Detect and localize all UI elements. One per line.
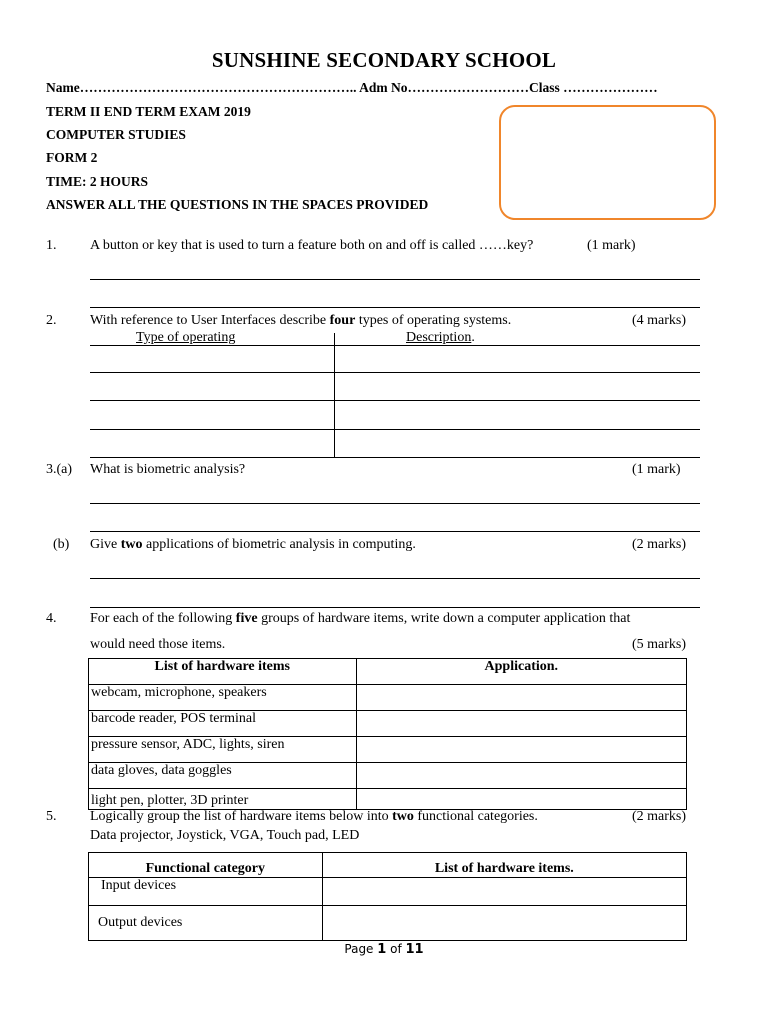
q5-category-table xyxy=(88,852,687,941)
table-row-category: Input devices xyxy=(89,878,323,906)
q2-answer-line[interactable] xyxy=(90,400,700,401)
table-row-category: Output devices xyxy=(89,906,323,941)
q3b-answer-line[interactable] xyxy=(90,578,700,579)
q3b-marks: (2 marks) xyxy=(632,537,687,552)
name-adm-class-line: Name…………………………………………………….. Adm No………………………Class ………………… xyxy=(46,80,658,95)
application-cell[interactable] xyxy=(356,737,686,763)
table-row-hardware: light pen, plotter, 3D printer xyxy=(89,789,357,810)
q4-text: For each of the following five groups of hardware items, write down a computer application that xyxy=(90,611,631,626)
q4-hardware-table xyxy=(88,658,687,810)
page-footer: Page 1 of 11 xyxy=(344,942,424,957)
school-title: SUNSHINE SECONDARY SCHOOL xyxy=(211,48,557,72)
q4-col-application: Application. xyxy=(356,659,686,685)
q2-number: 2. xyxy=(46,313,57,328)
q2-col-type: Type of operating xyxy=(136,330,236,345)
table-row-hardware: pressure sensor, ADC, lights, siren xyxy=(89,737,357,763)
exam-title: TERM II END TERM EXAM 2019 xyxy=(46,104,251,119)
q2-column-divider xyxy=(334,333,335,457)
q1-number: 1. xyxy=(46,238,57,253)
q2-answer-line[interactable] xyxy=(90,429,700,430)
q5-text: Logically group the list of hardware items below into two functional categories. xyxy=(90,809,538,824)
q5-items-list: Data projector, Joystick, VGA, Touch pad, LED xyxy=(90,828,360,843)
q2-table-line xyxy=(90,345,700,346)
q3a-text: What is biometric analysis? xyxy=(90,462,246,477)
application-cell[interactable] xyxy=(356,711,686,737)
q2-marks: (4 marks) xyxy=(632,313,687,328)
q5-number: 5. xyxy=(46,809,57,824)
application-cell[interactable] xyxy=(356,789,686,810)
q2-answer-line[interactable] xyxy=(90,457,700,458)
q3b-text: Give two applications of biometric analysis in computing. xyxy=(90,537,416,552)
q4-marks: (5 marks) xyxy=(632,637,687,652)
q4-text-line2: would need those items. xyxy=(90,637,226,652)
q2-text: With reference to User Interfaces describe four types of operating systems. xyxy=(90,313,512,328)
items-cell[interactable] xyxy=(322,878,686,906)
q1-answer-line[interactable] xyxy=(90,307,700,308)
q3a-answer-line[interactable] xyxy=(90,503,700,504)
table-row-hardware: data gloves, data goggles xyxy=(89,763,357,789)
q5-col-category: Functional category xyxy=(89,853,323,878)
q4-number: 4. xyxy=(46,611,57,626)
q2-col-description: Description. xyxy=(406,330,475,345)
q3a-number: 3.(a) xyxy=(46,462,73,477)
q3b-number: (b) xyxy=(53,537,70,552)
q1-marks: (1 mark) xyxy=(587,238,636,253)
q1-text: A button or key that is used to turn a feature both on and off is called ……key? xyxy=(90,238,534,253)
table-row-hardware: webcam, microphone, speakers xyxy=(89,685,357,711)
q5-col-items: List of hardware items. xyxy=(322,853,686,878)
q4-col-hardware: List of hardware items xyxy=(89,659,357,685)
time-label: TIME: 2 HOURS xyxy=(46,174,149,189)
q3b-answer-line[interactable] xyxy=(90,607,700,608)
q2-answer-line[interactable] xyxy=(90,372,700,373)
q3a-answer-line[interactable] xyxy=(90,531,700,532)
q1-answer-line[interactable] xyxy=(90,279,700,280)
application-cell[interactable] xyxy=(356,763,686,789)
form-label: FORM 2 xyxy=(46,150,98,165)
q3a-marks: (1 mark) xyxy=(632,462,681,477)
instruction-label: ANSWER ALL THE QUESTIONS IN THE SPACES PROVIDED xyxy=(46,197,429,212)
application-cell[interactable] xyxy=(356,685,686,711)
q5-marks: (2 marks) xyxy=(632,809,687,824)
table-row-hardware: barcode reader, POS terminal xyxy=(89,711,357,737)
items-cell[interactable] xyxy=(322,906,686,941)
subject-title: COMPUTER STUDIES xyxy=(46,127,186,142)
marks-box xyxy=(499,105,716,220)
